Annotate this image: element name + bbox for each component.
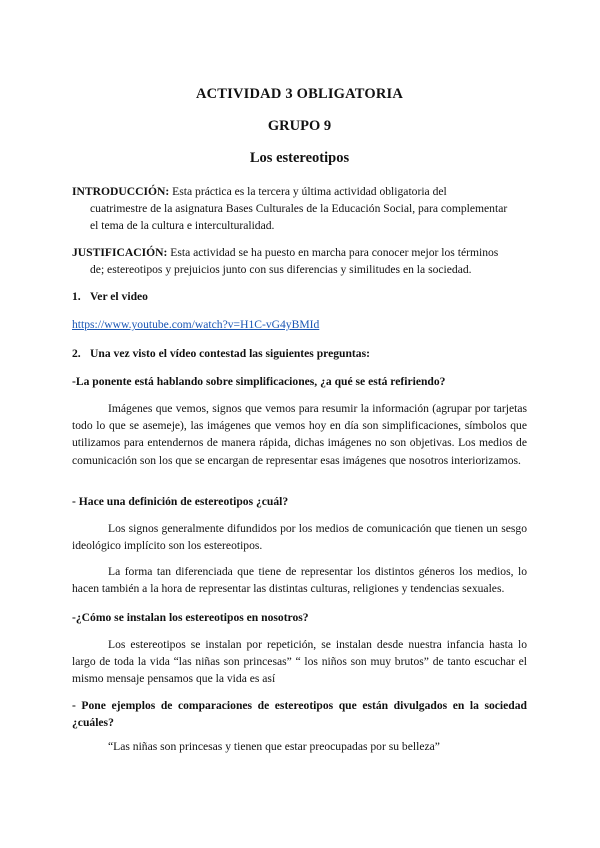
section-2-number: 2. <box>72 347 81 360</box>
question-1: -La ponente está hablando sobre simplificaciones, ¿a qué se está refiriendo? <box>72 375 446 388</box>
question-3: -¿Cómo se instalan los estereotipos en nosotros? <box>72 611 309 624</box>
subject-heading: Los estereotipos <box>249 150 350 166</box>
answer-2a: Los signos generalmente difundidos por los medios de comunicación que tienen un sesgo ideológico implícito son los estereotipos. <box>72 522 527 553</box>
document-title: ACTIVIDAD 3 OBLIGATORIA <box>195 86 404 102</box>
intro-line-3: el tema de la cultura e interculturalidad. <box>90 219 275 232</box>
justification-label: JUSTIFICACIÓN: <box>72 246 168 259</box>
section-1-number: 1. <box>72 290 81 303</box>
question-2: - Hace una definición de estereotipos ¿cuál? <box>72 495 289 508</box>
question-4: - Pone ejemplos de comparaciones de estereotipos que están divulgados en la sociedad ¿cuáles? <box>72 699 527 729</box>
intro-first-line <box>72 185 447 198</box>
justification-line-1: Esta actividad se ha puesto en marcha para conocer mejor los términos <box>170 246 499 259</box>
answer-1: Imágenes que vemos, signos que vemos para resumir la información (agrupar por tarjetas todo lo que se asemeje), las imágenes que vemos hoy en día son simplificaciones, símbolos que utilizamos para entendernos de manera rápida, dichas imágenes no son objetivas. Los medios de comunicación son los que se encargan de representar esas imágenes que nosotros interiorizamos. <box>72 402 527 467</box>
justification-line-2: de; estereotipos y prejuicios junto con sus diferencias y similitudes en la sociedad. <box>90 263 472 276</box>
section-2-title: Una vez visto el vídeo contestad las siguientes preguntas: <box>90 347 370 360</box>
justification-first-line <box>72 246 498 259</box>
answer-4: “Las niñas son princesas y tienen que estar preocupadas por su belleza” <box>108 740 440 753</box>
section-1-heading <box>72 290 527 303</box>
intro-paragraph <box>72 183 527 234</box>
answer-2b: La forma tan diferenciada que tiene de representar los distintos géneros los medios, lo hacen también a la hora de representar las distintas culturas, religiones y tendencias sexuales. <box>72 565 527 596</box>
intro-line-1: Esta práctica es la tercera y última actividad obligatoria del <box>172 185 447 198</box>
intro-line-2: cuatrimestre de la asignatura Bases Culturales de la Educación Social, para complementar <box>90 202 508 215</box>
group-heading: GRUPO 9 <box>267 118 332 134</box>
section-2-heading <box>72 347 527 360</box>
justification-paragraph <box>72 244 527 278</box>
answer-3: Los estereotipos se instalan por repetición, se instalan desde nuestra infancia hasta lo largo de toda la vida “las niñas son princesas” “ los niños son muy brutos” de tanto escuchar el mismo mensaje pensamos que la vida es así <box>72 638 527 686</box>
video-link[interactable]: https://www.youtube.com/watch?v=H1C-vG4yBMId <box>72 318 320 331</box>
section-1-title: Ver el video <box>90 290 148 303</box>
intro-label: INTRODUCCIÓN: <box>72 185 170 198</box>
